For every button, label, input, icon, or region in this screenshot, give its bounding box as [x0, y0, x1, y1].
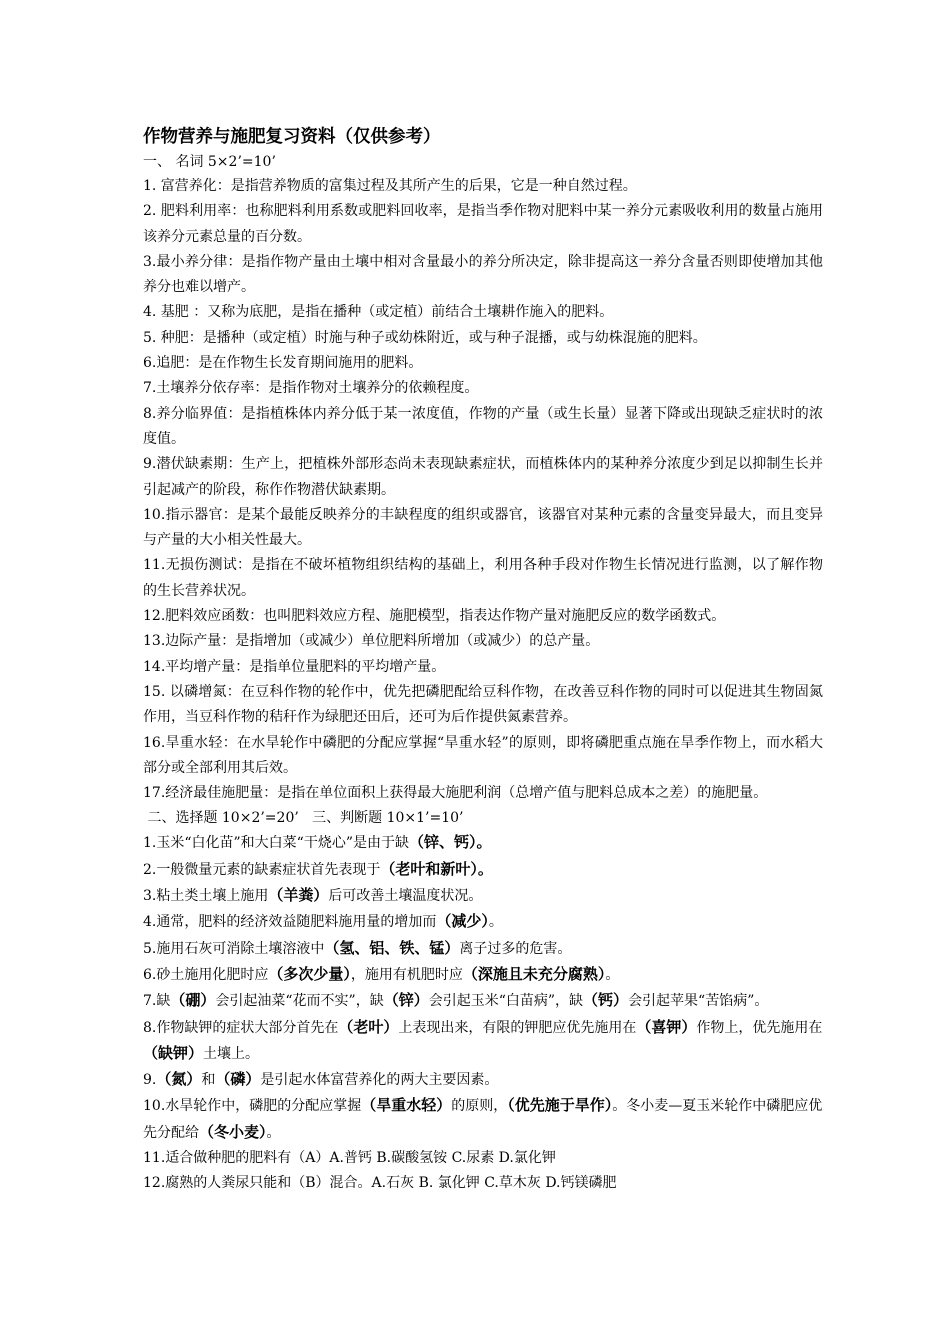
term-definition: 17.经济最佳施肥量：是指在单位面积上获得最大施肥利润（总增产值与肥料总成本之差）的施肥量。 — [143, 785, 768, 802]
term-definition: 13.边际产量：是指增加（或减少）单位肥料所增加（或减少）的总产量。 — [143, 633, 600, 650]
question-item: 12.腐熟的人粪尿只能和（B）混合。A.石灰 B. 氯化钾 C.草木灰 D.钙镁磷肥 — [143, 1175, 617, 1192]
question-item: 8.作物缺钾的症状大部分首先在（老叶）上表现出来，有限的钾肥应优先施用在（喜钾）作物上，优先施用在（缺钾）土壤上。 — [143, 1017, 823, 1062]
term-definition: 5. 种肥：是播种（或定植）时施与种子或幼株附近，或与种子混播，或与幼株混施的肥料。 — [143, 329, 707, 346]
term-definition: 10.指示器官：是某个最能反映养分的丰缺程度的组织或器官，该器官对某种元素的含量变异最大，而且变异与产量的大小相关性最大。 — [143, 506, 823, 549]
term-definition: 8.养分临界值：是指植株体内养分低于某一浓度值，作物的产量（或生长量）显著下降或出现缺乏症状时的浓度值。 — [143, 405, 823, 447]
term-definition: 7.土壤养分依存率：是指作物对土壤养分的依赖程度。 — [143, 380, 479, 397]
term-definition: 11.无损伤测试：是指在不破坏植物组织结构的基础上，利用各种手段对作物生长情况进行监测，以了解作物的生长营养状况。 — [143, 557, 823, 599]
question-item: 5.施用石灰可消除土壤溶液中（氢、铝、铁、锰）离子过多的危害。 — [143, 938, 572, 957]
term-definition: 6.追肥：是在作物生长发育期间施用的肥料。 — [143, 355, 423, 372]
term-definition: 9.潜伏缺素期：生产上，把植株外部形态尚未表现缺素症状，而植株体内的某种养分浓度少到足以抑制生长并引起减产的阶段，称作作物潜伏缺素期。 — [143, 456, 823, 498]
question-item: 3.粘土类土壤上施用（羊粪）后可改善土壤温度状况。 — [143, 886, 483, 905]
section-heading-terms: 一、 名词 5×2’=10’ — [143, 154, 276, 170]
term-definition: 12.肥料效应函数：也叫肥料效应方程、施肥模型，指表达作物产量对施肥反应的数学函数式。 — [143, 608, 726, 625]
document-title: 作物营养与施肥复习资料（仅供参考） — [143, 127, 441, 147]
question-item: 2.一般微量元素的缺素症状首先表现于（老叶和新叶）。 — [143, 859, 493, 878]
term-definition: 16.旱重水轻：在水旱轮作中磷肥的分配应掌握“旱重水轻”的原则，即将磷肥重点施在旱季作物上，而水稻大部分或全部利用其后效。 — [143, 734, 823, 776]
question-item: 9.（氮）和（磷）是引起水体富营养化的两大主要因素。 — [143, 1070, 499, 1089]
term-definition: 15. 以磷增氮：在豆科作物的轮作中，优先把磷肥配给豆科作物，在改善豆科作物的同时可以促进其生物固氮作用，当豆科作物的秸秆作为绿肥还田后，还可为后作提供氮素营养。 — [143, 683, 823, 726]
term-definition: 4. 基肥 ：又称为底肥，是指在播种（或定植）前结合土壤耕作施入的肥料。 — [143, 304, 614, 321]
section-heading-questions: 二、选择题 10×2’=20’ 三、判断题 10×1’=10’ — [143, 810, 464, 827]
question-item: 11.适合做种肥的肥料有（A）A.普钙 B.碳酸氢铵 C.尿素 D.氯化钾 — [143, 1149, 556, 1166]
document-content — [143, 124, 823, 1197]
question-item: 10.水旱轮作中，磷肥的分配应掌握（旱重水轻）的原则，（优先施于旱作）。冬小麦—夏玉米轮作中磷肥应优先分配给（冬小麦）。 — [143, 1096, 823, 1141]
question-item: 7.缺（硼）会引起油菜“花而不实”，缺（锌）会引起玉米“白苗病”，缺（钙）会引起苹果“苦馅病”。 — [143, 991, 769, 1010]
term-definition: 2. 肥料利用率：也称肥料利用系数或肥料回收率，是指当季作物对肥料中某一养分元素吸收利用的数量占施用该养分元素总量的百分数。 — [143, 203, 823, 245]
question-item: 6.砂土施用化肥时应（多次少量），施用有机肥时应（深施且未充分腐熟）。 — [143, 964, 620, 983]
term-definition: 14.平均增产量：是指单位量肥料的平均增产量。 — [143, 658, 446, 675]
term-definition: 1. 富营养化：是指营养物质的富集过程及其所产生的后果，它是一种自然过程。 — [143, 178, 637, 194]
term-definition: 3.最小养分律：是指作物产量由土壤中相对含量最小的养分所决定，除非提高这一养分含量否则即使增加其他养分也难以增产。 — [143, 253, 823, 296]
question-item: 4.通常，肥料的经济效益随肥料施用量的增加而（减少）。 — [143, 912, 503, 931]
question-item: 1.玉米“白化苗”和大白菜“干烧心”是由于缺（锌、钙）。 — [143, 833, 492, 852]
